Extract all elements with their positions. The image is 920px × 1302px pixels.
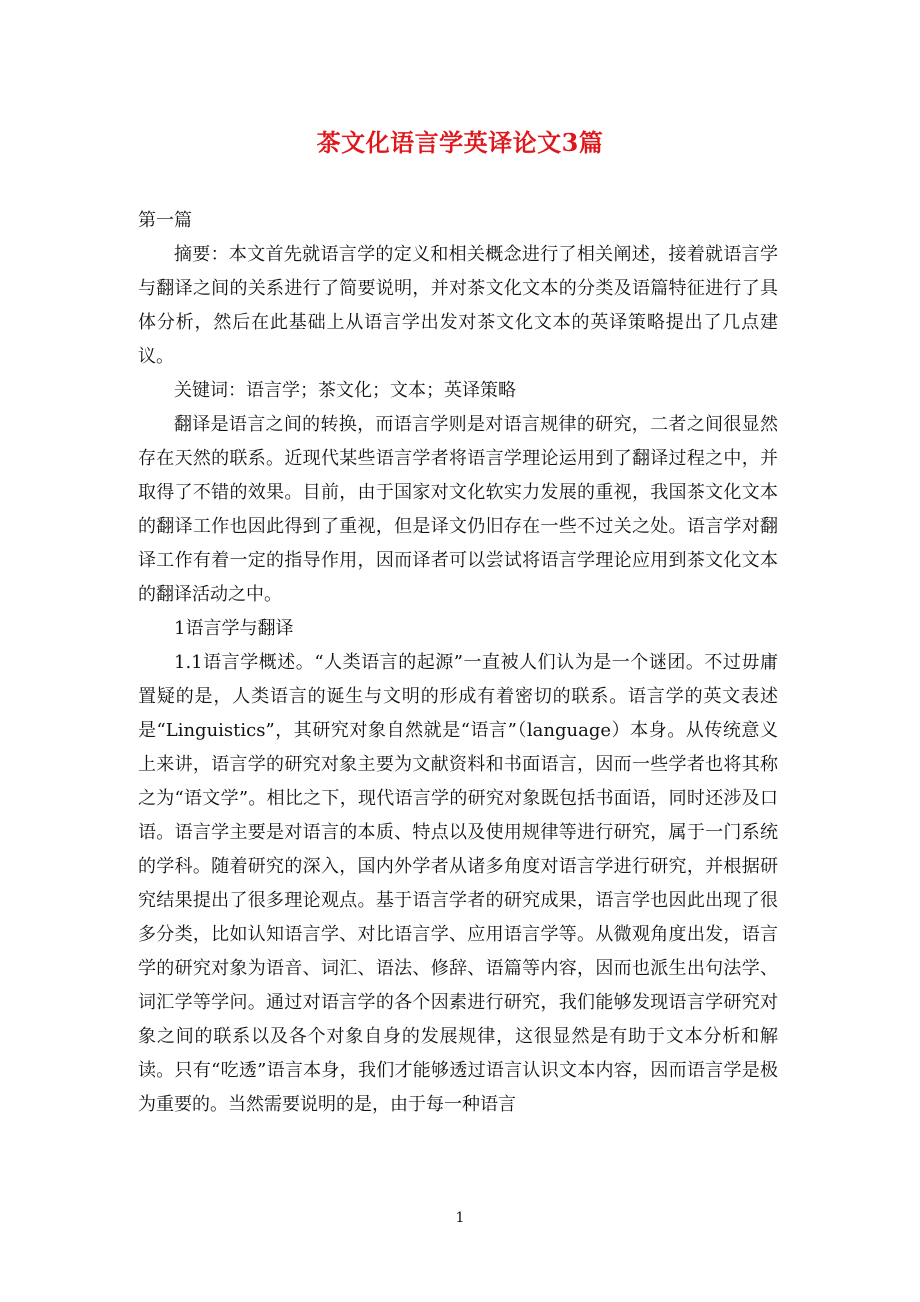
abstract-paragraph: 摘要：本文首先就语言学的定义和相关概念进行了相关阐述，接着就语言学与翻译之间的关系进行了简要说明，并对茶文化文本的分类及语篇特征进行了具体分析，然后在此基础上从语言学出发对茶文化文本的英译策略提出了几点建议。 [138,244,778,367]
section-label: 第一篇 [138,210,192,231]
page-number: 1 [455,1210,465,1226]
body-paragraph: 1.1语言学概述。“人类语言的起源”一直被人们认为是一个谜团。不过毋庸置疑的是，人类语言的诞生与文明的形成有着密切的联系。语言学的英文表述是“Linguistics”，其研究对象自然就是“语言”（language）本身。从传统意义上来讲，语言学的研究对象主要为文献资料和书面语言，因而一些学者也将其称之为“语文学”。相比之下，现代语言学的研究对象既包括书面语，同时还涉及口语。语言学主要是对语言的本质、特点以及使用规律等进行研究，属于一门系统的学科。随着研究的深入，国内外学者从诸多角度对语言学进行研究，并根据研究结果提出了很多理论观点。基于语言学者的研究成果，语言学也因此出现了很多分类，比如认知语言学、对比语言学、应用语言学等。从微观角度出发，语言学的研究对象为语音、词汇、语法、修辞、语篇等内容，因而也派生出句法学、词汇学等学问。通过对语言学的各个因素进行研究，我们能够发现语言学研究对象之间的联系以及各个对象自身的发展规律，这很显然是有助于文本分析和解读。只有“吃透”语言本身，我们才能够透过语言认识文本内容，因而语言学是极为重要的。当然需要说明的是，由于每一种语言 [138,652,778,1115]
section-heading: 1语言学与翻译 [174,618,294,639]
document-body [138,204,778,1122]
document-title: 茶文化语言学英译论文3篇 [316,128,604,157]
intro-paragraph: 翻译是语言之间的转换，而语言学则是对语言规律的研究，二者之间很显然存在天然的联系。近现代某些语言学者将语言学理论运用到了翻译过程之中，并取得了不错的效果。目前，由于国家对文化软实力发展的重视，我国茶文化文本的翻译工作也因此得到了重视，但是译文仍旧存在一些不过关之处。语言学对翻译工作有着一定的指导作用，因而译者可以尝试将语言学理论应用到茶文化文本的翻译活动之中。 [138,414,778,605]
keywords-paragraph: 关键词：语言学；茶文化；文本；英译策略 [174,380,516,401]
